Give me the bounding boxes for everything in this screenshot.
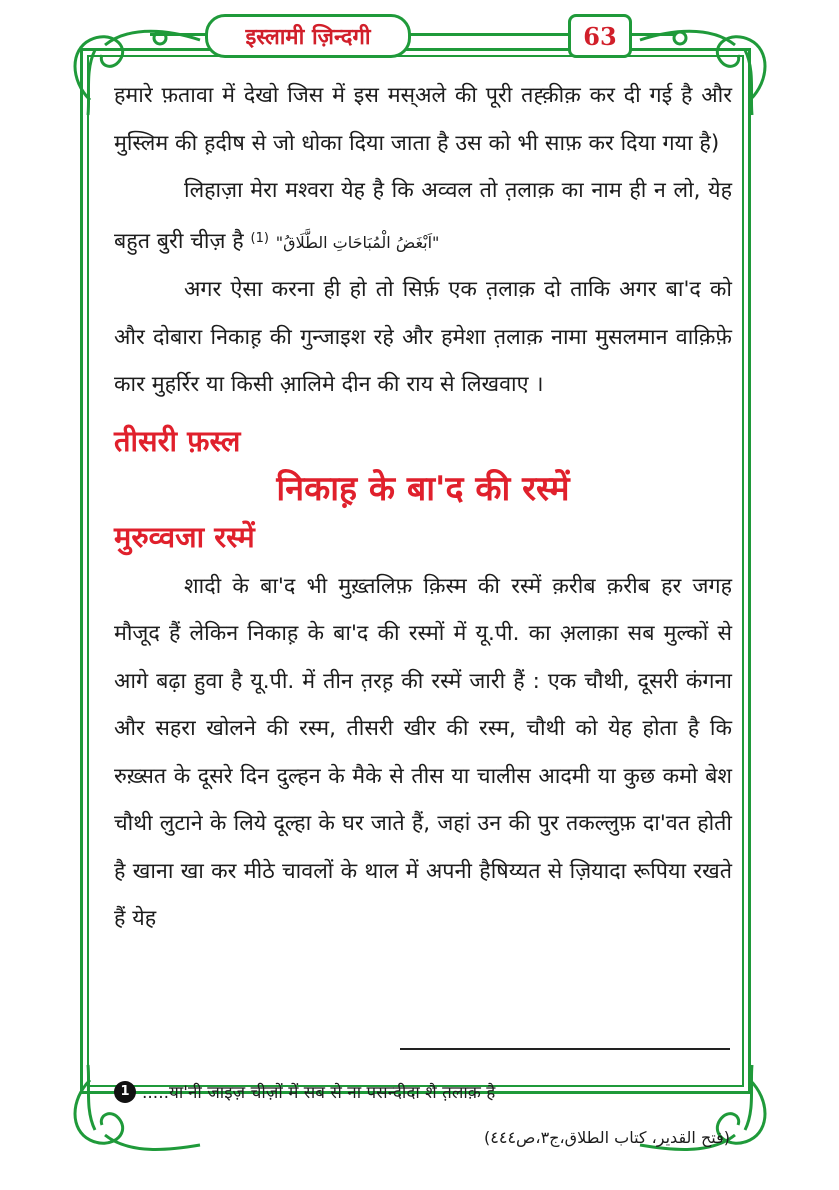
- footnote-source: (فتح القدير، كتاب الطلاق،ج٣،ص٤٤٤): [484, 1128, 730, 1147]
- header-rule-left: [150, 33, 206, 36]
- section-heading: तीसरी फ़स्ल: [114, 423, 241, 458]
- page-content: [114, 72, 732, 943]
- paragraph-3: अगर ऐसा करना ही हो तो सिर्फ़ एक त़लाक़ दो ताकि अगर बा'द को और दोबारा निकाह़ की गुन्जाइश रहे और हमेशा त़लाक़ नामा मुसलमान वाक़िफ़े कार मुहर्रिर या किसी आ़लिमे दीन की राय से लिखवाए ।: [114, 277, 732, 397]
- corner-ornament-bottom-left: [60, 1060, 210, 1180]
- footnote-text: .....या'नी जाइज़ चीज़ों में सब से ना पसन्दीदा शै त़लाक़ है: [142, 1083, 496, 1103]
- chapter-heading: निकाह़ के बा'द की रस्में: [276, 468, 570, 509]
- paragraph-1: हमारे फ़तावा में देखो जिस में इस मस्अले की पूरी तह्क़ीक़ कर दी गई है और मुस्लिम की ह़दीष से जो धोका दिया जाता है उस को भी साफ़ कर दिया गया है): [114, 83, 732, 156]
- header-rule-middle: [406, 33, 569, 36]
- page-number: 63: [568, 14, 632, 58]
- book-title: इस्लामी ज़िन्दगी: [205, 14, 411, 58]
- footnote-number: 1: [114, 1081, 136, 1103]
- header-rule-right: [626, 33, 676, 36]
- paragraph-2: [114, 167, 732, 266]
- arabic-quote: "اَبْغَضُ الْمُبَاحَاتِ الطَّلَاقُ": [275, 232, 440, 252]
- body-paragraph: शादी के बा'द भी मुख़्तलिफ़ क़िस्म की रस्में क़रीब क़रीब हर जगह मौजूद हैं लेकिन निकाह़ के बा'द की रस्मों में यू.पी. का अ़लाक़ा सब मुल्कों से आगे बढ़ा हुवा है यू.पी. में तीन त़रह़ की रस्में जारी हैं : एक चौथी, दूसरी कंगना और सहरा खोलने की रस्म, तीसरी खीर की रस्म, चौथी को येह होता है कि रुख़्सत के दूसरे दिन दुल्हन के मैके से तीस या चालीस आदमी या कुछ कमो बेश चौथी लुटाने के लिये दूल्हा के घर जाते हैं, जहां उन की पुर तकल्लुफ़ दा'वत होती है खाना खा कर मीठे चावलों के थाल में अपनी हैषिय्यत से ज़ियादा रूपिया रखते हैं येह: [114, 573, 732, 931]
- footnote-rule: [400, 1048, 730, 1050]
- paragraph-2-text: लिहाज़ा मेरा मश्वरा येह है कि अव्वल तो त़लाक़ का नाम ही न लो, येह बहुत बुरी चीज़ है: [114, 178, 732, 254]
- footnote-marker: (1): [250, 230, 269, 246]
- footnote: [114, 1080, 495, 1103]
- subsection-heading: मुरुव्वजा रस्में: [114, 519, 255, 554]
- corner-ornament-bottom-right: [630, 1060, 780, 1180]
